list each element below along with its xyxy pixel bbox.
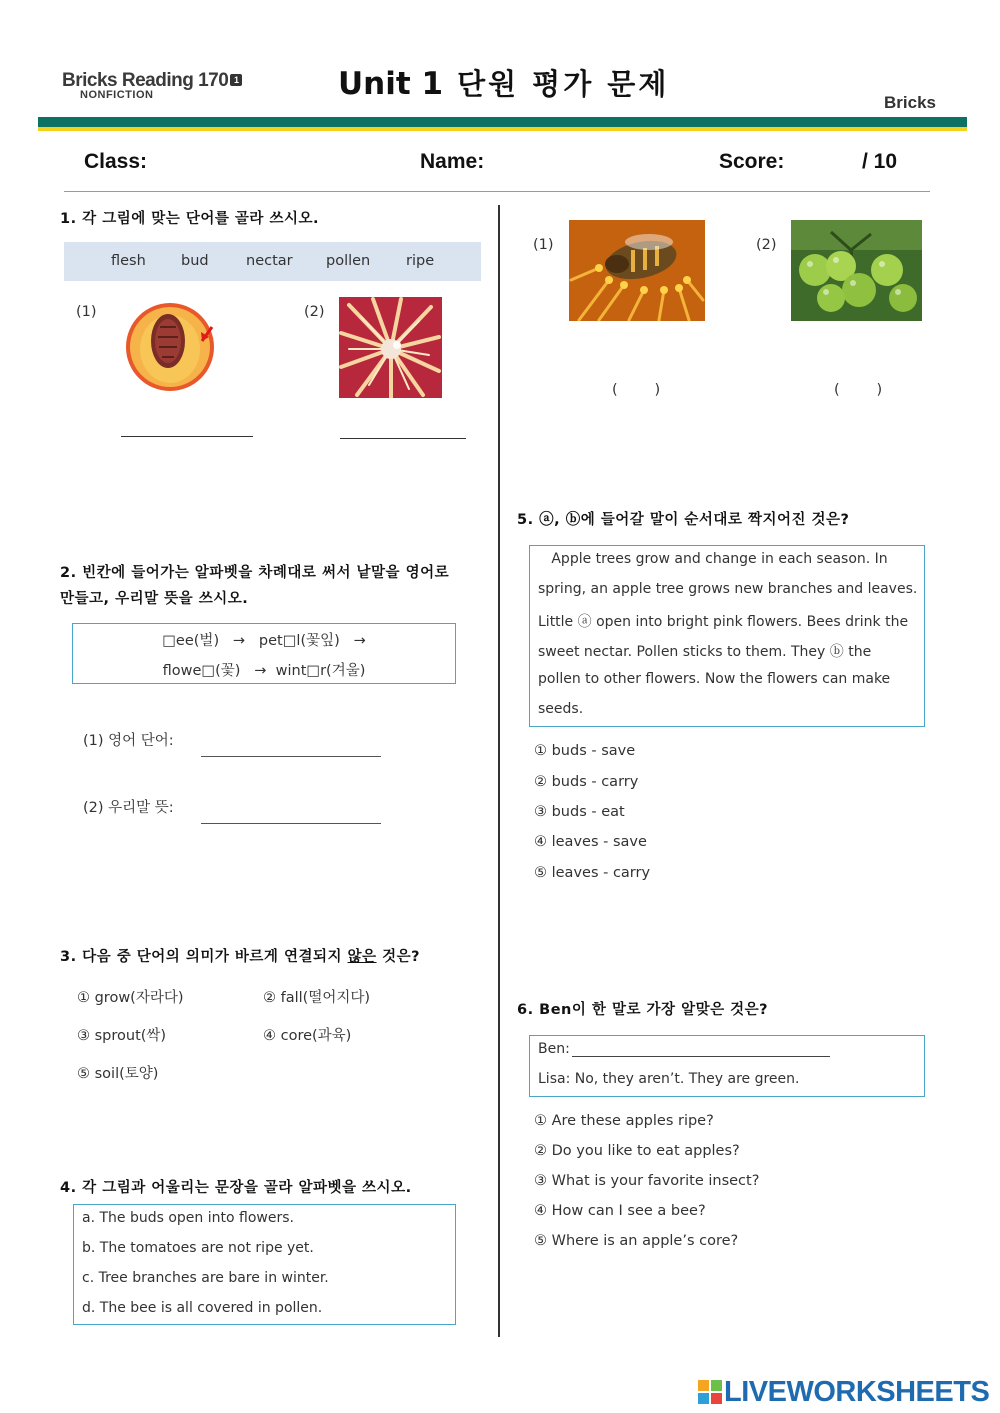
q1-prompt: 1. 각 그림에 맞는 단어를 골라 쓰시오. — [60, 211, 319, 227]
q5-option[interactable]: ① buds - save — [534, 743, 636, 759]
q5-option[interactable]: ④ leaves - save — [534, 834, 647, 850]
q2-clue-line1: □ee(벌) → pet□l(꽃잎) → — [162, 633, 366, 649]
q2-prompt-line2: 만들고, 우리말 뜻을 쓰시오. — [60, 591, 249, 607]
publisher-logo: Bricks — [884, 93, 936, 112]
q2-answer2-label: (2) 우리말 뜻: — [83, 800, 174, 816]
q4-sentence: d. The bee is all covered in pollen. — [82, 1300, 323, 1316]
q3-option[interactable]: ⑤ soil(토양) — [77, 1066, 159, 1082]
q1-item2-label: (2) — [304, 304, 325, 320]
q2-prompt-line1: 2. 빈칸에 들어가는 알파벳을 차례대로 써서 낱말을 영어로 — [60, 565, 450, 581]
q6-blank-line[interactable] — [572, 1056, 830, 1057]
q2-answer2-line[interactable] — [201, 823, 381, 824]
q3-option[interactable]: ③ sprout(싹) — [77, 1028, 167, 1044]
bee-image — [569, 220, 705, 321]
q3-option[interactable]: ④ core(과육) — [263, 1028, 352, 1044]
q5-option[interactable]: ⑤ leaves - carry — [534, 865, 651, 881]
q6-option[interactable]: ① Are these apples ripe? — [534, 1113, 714, 1129]
q5-passage-box — [529, 545, 925, 727]
liveworksheets-icon — [698, 1380, 722, 1404]
unit-label: Unit 1 — [338, 66, 444, 102]
q5-passage-line: Apple trees grow and change in each season. In — [538, 551, 888, 567]
q4-item2-label: (2) — [756, 237, 777, 253]
q4-sentence: b. The tomatoes are not ripe yet. — [82, 1240, 314, 1256]
flower-nectar-image — [339, 297, 442, 398]
q6-option[interactable]: ⑤ Where is an apple’s core? — [534, 1233, 739, 1249]
q5-passage-line: seeds. — [538, 701, 584, 717]
q6-option[interactable]: ② Do you like to eat apples? — [534, 1143, 740, 1159]
q5-option[interactable]: ② buds - carry — [534, 774, 639, 790]
q6-option[interactable]: ③ What is your favorite insect? — [534, 1173, 760, 1189]
q5-passage-line: sweet nectar. Pollen sticks to them. They ⓑ the — [538, 644, 872, 660]
brand-badge: 1 — [230, 74, 242, 86]
peach-image — [124, 297, 216, 393]
q1-item1-label: (1) — [76, 304, 97, 320]
score-total: / 10 — [862, 150, 898, 173]
q6-dialog-ben: Ben: — [538, 1041, 570, 1057]
header-bar-green — [38, 117, 967, 127]
q4-sentence: c. Tree branches are bare in winter. — [82, 1270, 329, 1286]
word-bank-item: flesh — [111, 253, 146, 269]
footer-brand: LIVEWORKSHEETS — [724, 1376, 990, 1408]
q4-answer-paren[interactable]: ( ) — [834, 382, 883, 398]
name-label: Name: — [420, 150, 485, 173]
q4-sentence: a. The buds open into flowers. — [82, 1210, 294, 1226]
q3-prompt-emphasis: 않은 — [347, 949, 377, 965]
q2-answer1-label: (1) 영어 단어: — [83, 733, 174, 749]
q6-dialog-box — [529, 1035, 925, 1097]
q4-answer-paren[interactable]: ( ) — [612, 382, 661, 398]
q3-prompt-text: 3. 다음 중 단어의 의미가 바르게 연결되지 — [60, 949, 348, 965]
q6-prompt: 6. Ben이 한 말로 가장 알맞은 것은? — [517, 1002, 769, 1018]
page-title — [338, 62, 669, 103]
brand-sub: NONFICTION — [80, 89, 154, 101]
green-tomato-image — [791, 220, 922, 321]
brand-main: Bricks Reading 170 — [62, 70, 229, 91]
header-divider — [64, 191, 930, 192]
q1-answer-line[interactable] — [340, 438, 466, 439]
q5-passage-line: Little ⓐ open into bright pink flowers. Bees drink the — [538, 614, 909, 630]
q5-prompt: 5. ⓐ, ⓑ에 들어갈 말이 순서대로 짝지어진 것은? — [517, 512, 850, 528]
q5-passage-line: spring, an apple tree grows new branches and leaves. — [538, 581, 918, 597]
q6-option[interactable]: ④ How can I see a bee? — [534, 1203, 706, 1219]
header-bar-yellow — [38, 127, 967, 131]
q3-option[interactable]: ① grow(자라다) — [77, 990, 184, 1006]
q3-option[interactable]: ② fall(떨어지다) — [263, 990, 370, 1006]
column-divider — [498, 205, 500, 1337]
q6-dialog-lisa: Lisa: No, they aren’t. They are green. — [538, 1071, 800, 1087]
q2-clue-line2: flowe□(꽃) → wint□r(겨울) — [162, 663, 366, 679]
q3-prompt — [60, 943, 420, 971]
q5-option[interactable]: ③ buds - eat — [534, 804, 625, 820]
q5-passage-line: pollen to other flowers. Now the flowers can make — [538, 671, 891, 687]
q2-answer1-line[interactable] — [201, 756, 381, 757]
q3-prompt-end: 것은? — [376, 949, 421, 965]
title-kr: 단원 평가 문제 — [457, 67, 670, 101]
class-label: Class: — [84, 150, 148, 173]
word-bank-item: ripe — [406, 253, 435, 269]
q4-item1-label: (1) — [533, 237, 554, 253]
q4-prompt: 4. 각 그림과 어울리는 문장을 골라 알파벳을 쓰시오. — [60, 1180, 412, 1196]
score-label: Score: — [719, 150, 785, 173]
word-bank-item: bud — [181, 253, 209, 269]
q1-answer-line[interactable] — [121, 436, 253, 437]
word-bank-item: nectar — [246, 253, 293, 269]
word-bank-item: pollen — [326, 253, 371, 269]
